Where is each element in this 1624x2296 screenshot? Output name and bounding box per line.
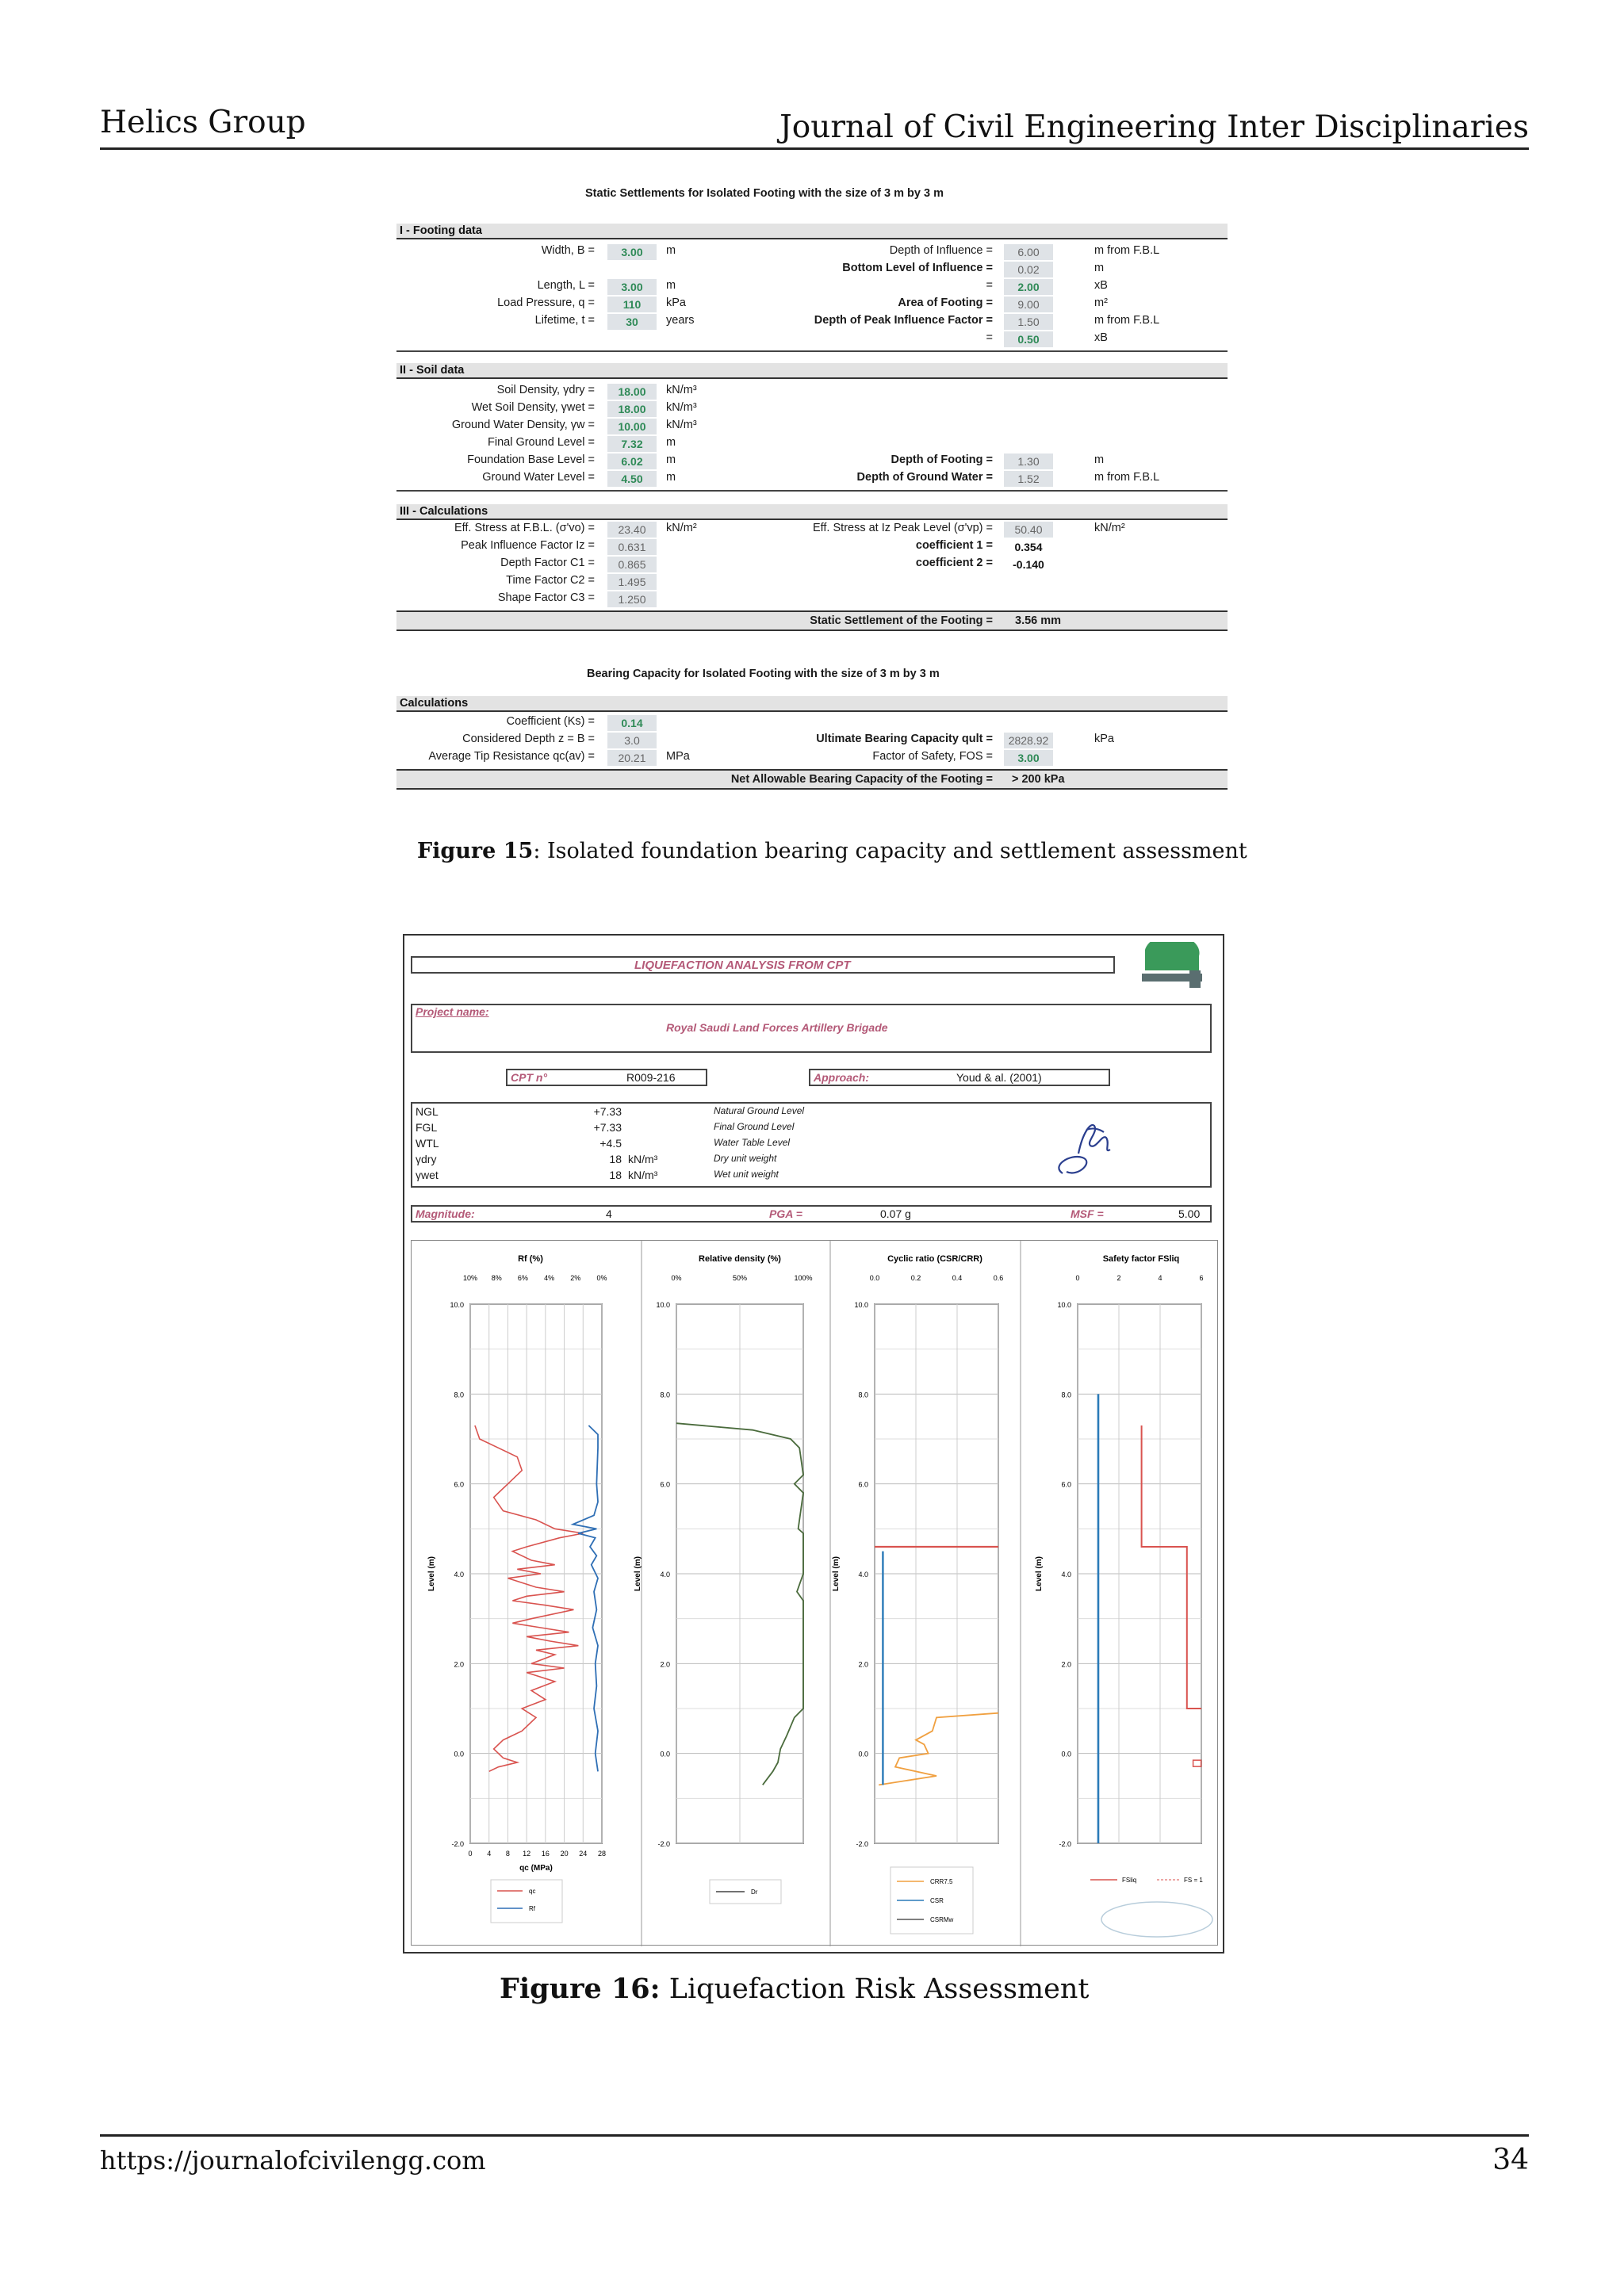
- x-tick-label-top: 6%: [517, 1274, 528, 1282]
- param-description: Wet unit weight: [714, 1169, 779, 1180]
- journal-url[interactable]: https://journalofcivilengg.com: [100, 2145, 486, 2175]
- legend-label-rf: Rf: [529, 1905, 535, 1912]
- xb2-unit: xB: [1094, 331, 1108, 344]
- legend-label-crr: CRR7.5: [930, 1878, 953, 1885]
- pif-value: 0.631: [607, 539, 657, 555]
- approach-value: Youd & al. (2001): [956, 1071, 1042, 1084]
- settlement-value: 3.56 mm: [1015, 614, 1062, 627]
- y-tick-label: 8.0: [660, 1391, 670, 1399]
- figure-15-table: [396, 176, 1228, 802]
- soil-density-value: 18.00: [607, 384, 657, 400]
- caption-text: Liquefaction Risk Assessment: [660, 1973, 1090, 2005]
- x-tick-label: 4: [1158, 1274, 1162, 1282]
- cpt-value: R009-216: [626, 1071, 676, 1084]
- time-factor-value: 1.495: [607, 574, 657, 590]
- chart-title: Relative density (%): [699, 1254, 781, 1264]
- y-axis-label: Level (m): [1035, 1556, 1044, 1591]
- x-tick-label: 20: [560, 1850, 569, 1858]
- pga-value: 0.07 g: [880, 1207, 911, 1220]
- y-tick-label: 0.0: [1061, 1750, 1071, 1758]
- fos-label: Factor of Safety, FOS =: [872, 750, 993, 763]
- page-number: 34: [1492, 2144, 1529, 2176]
- load-value: 110: [607, 297, 657, 312]
- area-unit: m²: [1094, 297, 1108, 309]
- project-label: Project name:: [416, 1005, 489, 1018]
- caption-text: : Isolated foundation bearing capacity and settlement assessment: [533, 839, 1247, 863]
- section-label: III - Calculations: [400, 505, 488, 518]
- param-description: Natural Ground Level: [714, 1105, 805, 1116]
- y-tick-label: -2.0: [1059, 1840, 1071, 1848]
- dpif-unit: m from F.B.L: [1094, 314, 1160, 327]
- cpt-charts-svg: [412, 1241, 1219, 1946]
- shape-factor-label: Shape Factor C3 =: [497, 591, 595, 604]
- length-unit: m: [666, 279, 676, 292]
- x-tick-label: 2: [1116, 1274, 1121, 1282]
- shape-factor-value: 1.250: [607, 591, 657, 607]
- param-key: WTL: [416, 1137, 439, 1150]
- gw-density-unit: kN/m³: [666, 419, 697, 431]
- eq-sign: =: [986, 331, 993, 344]
- gwl-label: Ground Water Level =: [482, 471, 595, 484]
- magnitude-label: Magnitude:: [416, 1207, 475, 1220]
- table-rule: [396, 350, 1228, 352]
- fgl-unit: m: [666, 436, 676, 449]
- chart-title: Cyclic ratio (CSR/CRR): [887, 1254, 982, 1264]
- y-tick-label: 6.0: [454, 1480, 464, 1489]
- x-tick-label: 50%: [732, 1274, 748, 1282]
- qc-series-line: [475, 1425, 583, 1771]
- legend-label-fsliq: FSliq: [1122, 1877, 1137, 1884]
- area-label: Area of Footing =: [898, 297, 993, 309]
- y-tick-label: 0.0: [454, 1750, 464, 1758]
- x-tick-label: 0.4: [952, 1274, 963, 1282]
- x-tick-label: 0: [1075, 1274, 1080, 1282]
- atr-label: Average Tip Resistance qc(av) =: [428, 750, 595, 763]
- pif-label: Peak Influence Factor Iz =: [461, 539, 595, 552]
- depth-factor-label: Depth Factor C1 =: [500, 557, 595, 569]
- section-label: Calculations: [400, 697, 469, 710]
- y-tick-label: 10.0: [854, 1301, 868, 1309]
- legend-label-csr: CSR: [930, 1897, 944, 1904]
- bli-value: 0.02: [1004, 262, 1053, 277]
- project-name: Royal Saudi Land Forces Artillery Brigade: [666, 1021, 888, 1034]
- section-label: II - Soil data: [400, 364, 465, 377]
- y-tick-label: 10.0: [656, 1301, 670, 1309]
- param-key: NGL: [416, 1105, 439, 1118]
- project-box: [411, 1004, 1212, 1053]
- y-tick-label: 8.0: [1061, 1391, 1071, 1399]
- dgw-label: Depth of Ground Water =: [856, 471, 993, 484]
- cpt-box: [506, 1069, 707, 1086]
- y-tick-label: 4.0: [660, 1571, 670, 1578]
- y-tick-label: 4.0: [858, 1571, 868, 1578]
- x-tick-label: 24: [579, 1850, 588, 1858]
- figure-16-report: [403, 934, 1224, 1954]
- crr-series-line: [879, 1713, 998, 1785]
- soil-data-section: [396, 363, 1228, 379]
- ks-label: Coefficient (Ks) =: [506, 715, 595, 728]
- time-factor-label: Time Factor C2 =: [506, 574, 595, 587]
- signature: [1047, 1110, 1126, 1181]
- gwl-unit: m: [666, 471, 676, 484]
- y-tick-label: 0.0: [858, 1750, 868, 1758]
- dof-label: Depth of Footing =: [891, 453, 993, 466]
- param-value: +7.33: [593, 1121, 622, 1134]
- chart-title: Rf (%): [518, 1254, 543, 1264]
- y-tick-label: 8.0: [454, 1391, 464, 1399]
- soil-density-unit: kN/m³: [666, 384, 697, 396]
- param-key: FGL: [416, 1121, 438, 1134]
- area-value: 9.00: [1004, 297, 1053, 312]
- considered-depth-value: 3.0: [607, 733, 657, 748]
- x-tick-label-top: 0%: [596, 1274, 607, 1282]
- length-value: 3.00: [607, 279, 657, 295]
- seismic-box: [411, 1205, 1212, 1223]
- wet-density-label: Wet Soil Density, γwet =: [471, 401, 595, 414]
- legend-label-dr: Dr: [751, 1888, 758, 1896]
- x-tick-label: 12: [523, 1850, 531, 1858]
- fsliq-series-line: [1142, 1425, 1201, 1709]
- ks-value: 0.14: [607, 715, 657, 731]
- report-title: LIQUEFACTION ANALYSIS FROM CPT: [634, 959, 851, 972]
- y-tick-label: 4.0: [454, 1571, 464, 1578]
- caption-label: Figure 16:: [500, 1973, 661, 2005]
- y-tick-label: 4.0: [1061, 1571, 1071, 1578]
- y-tick-label: 2.0: [1061, 1660, 1071, 1669]
- param-key: γwet: [416, 1169, 439, 1181]
- dpif-value: 1.50: [1004, 314, 1053, 330]
- ubc-value: 2828.92: [1004, 733, 1053, 748]
- settlement-label: Static Settlement of the Footing =: [810, 614, 993, 627]
- journal-title: Journal of Civil Engineering Inter Disciplinaries: [779, 109, 1529, 145]
- legend-box: [491, 1880, 562, 1923]
- y-tick-label: 2.0: [858, 1660, 868, 1669]
- atr-unit: MPa: [666, 750, 690, 763]
- fsliq-marker: [1193, 1760, 1201, 1766]
- y-tick-label: -2.0: [657, 1840, 670, 1848]
- net-bearing-label: Net Allowable Bearing Capacity of the Footing =: [730, 773, 993, 786]
- x-tick-label-top: 10%: [462, 1274, 478, 1282]
- coef1-value: 0.354: [1014, 541, 1043, 553]
- coef1-label: coefficient 1 =: [915, 539, 993, 552]
- eff-stress-peak-label: Eff. Stress at Iz Peak Level (σ'vp) =: [812, 522, 993, 534]
- table-rule: [396, 490, 1228, 492]
- param-unit: kN/m³: [628, 1153, 658, 1165]
- param-description: Dry unit weight: [714, 1153, 777, 1164]
- rf-series-line: [573, 1425, 598, 1771]
- company-logo: [1134, 942, 1210, 993]
- approach-box: [809, 1069, 1110, 1086]
- fgl-value: 7.32: [607, 436, 657, 452]
- xb2-value: 0.50: [1004, 331, 1053, 347]
- param-description: Final Ground Level: [714, 1121, 795, 1132]
- bli-label: Bottom Level of Influence =: [842, 262, 993, 274]
- param-value: 18: [609, 1153, 622, 1165]
- cpt-label: CPT n°: [511, 1071, 548, 1084]
- y-tick-label: 6.0: [858, 1480, 868, 1489]
- y-tick-label: 2.0: [660, 1660, 670, 1669]
- net-bearing-bar: [396, 769, 1228, 790]
- y-tick-label: -2.0: [856, 1840, 868, 1848]
- x-tick-label: 4: [487, 1850, 492, 1858]
- dgw-value: 1.52: [1004, 471, 1053, 487]
- header-rule: [100, 147, 1529, 150]
- param-value: +4.5: [599, 1137, 622, 1150]
- x-tick-label: 0: [468, 1850, 473, 1858]
- x-axis-label: qc (MPa): [519, 1864, 553, 1873]
- x-tick-label: 6: [1199, 1274, 1204, 1282]
- settlement-title: Static Settlements for Isolated Footing with the size of 3 m by 3 m: [585, 187, 944, 200]
- chart-title: Safety factor FSliq: [1102, 1254, 1180, 1264]
- x-tick-label: 0.2: [910, 1274, 921, 1282]
- x-tick-label: 100%: [794, 1274, 813, 1282]
- bearing-calc-section: [396, 696, 1228, 712]
- x-tick-label: 0%: [671, 1274, 682, 1282]
- x-tick-label: 8: [505, 1850, 510, 1858]
- xb-unit: xB: [1094, 279, 1108, 292]
- eff-stress-unit: kN/m²: [666, 522, 697, 534]
- y-tick-label: 2.0: [454, 1660, 464, 1669]
- y-tick-label: -2.0: [451, 1840, 464, 1848]
- footing-data-section: [396, 224, 1228, 239]
- x-tick-label-top: 4%: [544, 1274, 555, 1282]
- msf-value: 5.00: [1178, 1207, 1201, 1220]
- width-unit: m: [666, 244, 676, 257]
- caption-label: Figure 15: [417, 839, 534, 863]
- section-label: I - Footing data: [400, 224, 482, 237]
- fbl-unit: m: [666, 453, 676, 466]
- depth-factor-value: 0.865: [607, 557, 657, 572]
- x-tick-label: 0.0: [869, 1274, 880, 1282]
- soil-density-label: Soil Density, γdry =: [496, 384, 595, 396]
- footer-rule: [100, 2134, 1529, 2137]
- approach-label: Approach:: [814, 1071, 869, 1084]
- load-unit: kPa: [666, 297, 686, 309]
- eff-stress-peak-value: 50.40: [1004, 522, 1053, 538]
- legend-label-fs1: FS = 1: [1184, 1877, 1203, 1884]
- xb-value: 2.00: [1004, 279, 1053, 295]
- y-tick-label: 8.0: [858, 1391, 868, 1399]
- msf-label: MSF =: [1071, 1207, 1104, 1220]
- doi-label: Depth of Influence =: [889, 244, 993, 257]
- param-value: 18: [609, 1169, 622, 1181]
- ubc-unit: kPa: [1094, 733, 1114, 745]
- y-tick-label: 6.0: [1061, 1480, 1071, 1489]
- eq-sign: =: [986, 279, 993, 292]
- fbl-label: Foundation Base Level =: [467, 453, 595, 466]
- settlement-result-bar: [396, 610, 1228, 631]
- figure-15-caption: [417, 839, 1247, 863]
- y-axis-label: Level (m): [832, 1556, 841, 1591]
- atr-value: 20.21: [607, 750, 657, 766]
- eff-stress-peak-unit: kN/m²: [1094, 522, 1125, 534]
- eff-stress-label: Eff. Stress at F.B.L. (σ'vo) =: [454, 522, 595, 534]
- y-tick-label: 6.0: [660, 1480, 670, 1489]
- y-axis-label: Level (m): [427, 1556, 436, 1591]
- x-tick-label: 16: [541, 1850, 550, 1858]
- width-value: 3.00: [607, 244, 657, 260]
- params-box: [411, 1102, 1212, 1188]
- bli-unit: m: [1094, 262, 1105, 274]
- fgl-label: Final Ground Level =: [487, 436, 595, 449]
- y-tick-label: 0.0: [660, 1750, 670, 1758]
- journal-publisher: Helics Group: [100, 105, 306, 140]
- cpt-charts: [411, 1240, 1218, 1946]
- lifetime-label: Lifetime, t =: [534, 314, 595, 327]
- gw-density-value: 10.00: [607, 419, 657, 434]
- pga-label: PGA =: [769, 1207, 802, 1220]
- figure-16-caption: [500, 1973, 1089, 2005]
- param-value: +7.33: [593, 1105, 622, 1118]
- doi-unit: m from F.B.L: [1094, 244, 1160, 257]
- lifetime-value: 30: [607, 314, 657, 330]
- bearing-title: Bearing Capacity for Isolated Footing with the size of 3 m by 3 m: [587, 668, 940, 680]
- magnitude-value: 4: [606, 1207, 612, 1220]
- dof-value: 1.30: [1004, 453, 1053, 469]
- width-label: Width, B =: [541, 244, 595, 257]
- eff-stress-value: 23.40: [607, 522, 657, 538]
- title-box: [411, 956, 1115, 974]
- gwl-value: 4.50: [607, 471, 657, 487]
- dgw-unit: m from F.B.L: [1094, 471, 1160, 484]
- doi-value: 6.00: [1004, 244, 1053, 260]
- fbl-value: 6.02: [607, 453, 657, 469]
- y-tick-label: 10.0: [450, 1301, 464, 1309]
- wet-density-unit: kN/m³: [666, 401, 697, 414]
- x-tick-label-top: 2%: [570, 1274, 581, 1282]
- y-tick-label: 10.0: [1057, 1301, 1071, 1309]
- dpif-label: Depth of Peak Influence Factor =: [814, 314, 993, 327]
- param-key: γdry: [416, 1153, 437, 1165]
- param-unit: kN/m³: [628, 1169, 658, 1181]
- coef2-value: -0.140: [1013, 558, 1044, 571]
- wet-density-value: 18.00: [607, 401, 657, 417]
- length-label: Length, L =: [537, 279, 595, 292]
- lifetime-unit: years: [666, 314, 695, 327]
- y-axis-label: Level (m): [634, 1556, 642, 1591]
- x-tick-label: 0.6: [993, 1274, 1004, 1282]
- x-tick-label-top: 8%: [491, 1274, 502, 1282]
- stamp-seal: [1101, 1902, 1212, 1937]
- fos-value: 3.00: [1004, 750, 1053, 766]
- load-label: Load Pressure, q =: [497, 297, 595, 309]
- legend-label-qc: qc: [529, 1888, 536, 1895]
- param-description: Water Table Level: [714, 1137, 791, 1148]
- coef2-label: coefficient 2 =: [915, 557, 993, 569]
- calculations-section: [396, 504, 1228, 520]
- dof-unit: m: [1094, 453, 1105, 466]
- net-bearing-value: > 200 kPa: [1012, 773, 1065, 786]
- legend-label-csrmw: CSRMw: [930, 1916, 954, 1923]
- ubc-label: Ultimate Bearing Capacity qult =: [816, 733, 993, 745]
- x-tick-label: 28: [597, 1850, 607, 1858]
- considered-depth-label: Considered Depth z = B =: [462, 733, 595, 745]
- gw-density-label: Ground Water Density, γw =: [451, 419, 595, 431]
